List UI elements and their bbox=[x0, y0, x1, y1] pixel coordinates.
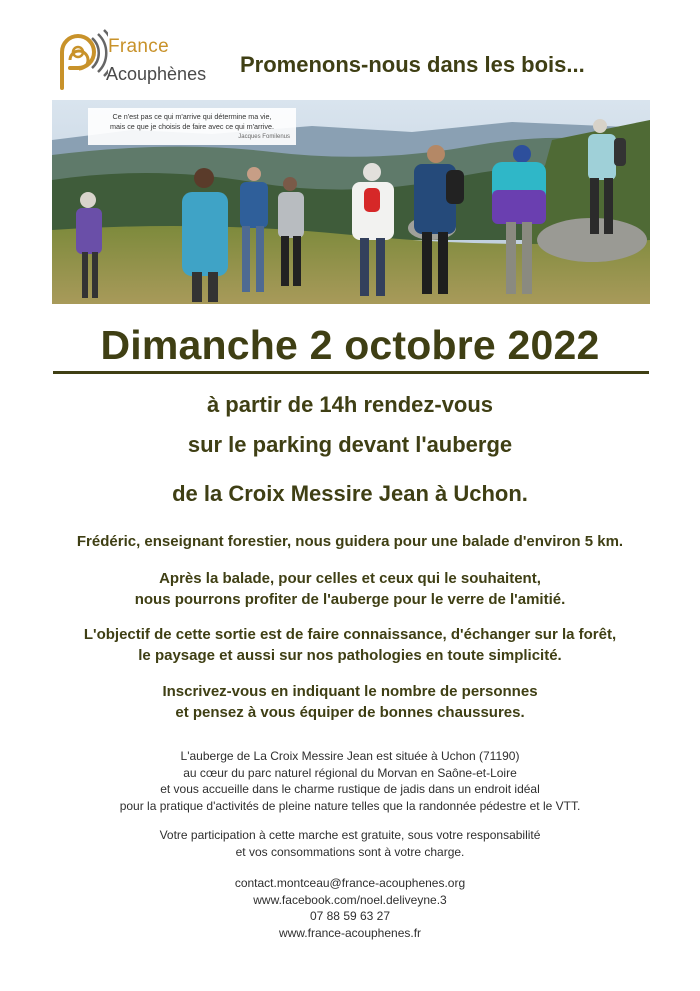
after-walk-paragraph bbox=[0, 568, 700, 610]
info-line: au cœur du parc naturel régional du Morvan en Saône-et-Loire bbox=[183, 765, 517, 780]
info-line: et vos consommations sont à votre charge. bbox=[235, 844, 465, 859]
contact-email[interactable]: contact.montceau@france-acouphenes.org bbox=[234, 876, 466, 890]
goal-paragraph bbox=[0, 624, 700, 666]
inn-description bbox=[0, 748, 700, 814]
quote-author: Jacques Fomilenus bbox=[238, 134, 290, 140]
contact-website[interactable]: www.france-acouphenes.fr bbox=[278, 925, 422, 940]
quote-line: mais ce que je choisis de faire avec ce qui m'arrive. bbox=[110, 122, 274, 131]
contact-facebook[interactable]: www.facebook.com/noel.deliveyne.3 bbox=[253, 892, 447, 907]
hikers-photo bbox=[52, 100, 650, 304]
inspirational-quote bbox=[88, 108, 296, 145]
registration-paragraph bbox=[0, 681, 700, 723]
page-headline: Promenons-nous dans les bois... bbox=[240, 52, 585, 77]
paragraph-line: Inscrivez-vous en indiquant le nombre de personnes bbox=[162, 683, 538, 700]
contact-phone: 07 88 59 63 27 bbox=[309, 909, 391, 923]
france-acouphenes-logo bbox=[48, 24, 208, 94]
event-date-title: Dimanche 2 octobre 2022 bbox=[100, 322, 600, 368]
info-line: pour la pratique d'activités de pleine nature telles que la randonnée pédestre et le VTT. bbox=[119, 798, 581, 813]
logo-text-acouphenes: Acouphènes bbox=[106, 64, 207, 84]
date-underline bbox=[53, 371, 649, 374]
logo-text-france: France bbox=[108, 36, 169, 57]
info-line: L'auberge de La Croix Messire Jean est située à Uchon (71190) bbox=[180, 749, 520, 763]
paragraph-line: nous pourrons profiter de l'auberge pour le verre de l'amitié. bbox=[134, 591, 566, 608]
paragraph-line: et pensez à vous équiper de bonnes chaussures. bbox=[175, 704, 525, 721]
info-line: Votre participation à cette marche est gratuite, sous votre responsabilité bbox=[159, 828, 541, 842]
event-meeting-point: sur le parking devant l'auberge bbox=[187, 432, 513, 457]
ear-spiral-logo-icon bbox=[48, 24, 108, 94]
paragraph-line: Après la balade, pour celles et ceux qui le souhaitent, bbox=[159, 570, 541, 587]
quote-line: Ce n'est pas ce qui m'arrive qui détermine ma vie, bbox=[112, 112, 272, 121]
guide-paragraph: Frédéric, enseignant forestier, nous guidera pour une balade d'environ 5 km. bbox=[76, 533, 624, 550]
paragraph-line: le paysage et aussi sur nos pathologies en toute simplicité. bbox=[138, 647, 562, 664]
header bbox=[0, 0, 700, 100]
cost-notice bbox=[0, 827, 700, 860]
event-time: à partir de 14h rendez-vous bbox=[206, 392, 494, 417]
contact-block bbox=[0, 875, 700, 941]
event-location: de la Croix Messire Jean à Uchon. bbox=[172, 481, 528, 506]
paragraph-line: L'objectif de cette sortie est de faire connaissance, d'échanger sur la forêt, bbox=[83, 626, 617, 643]
info-line: et vous accueille dans le charme rustique de jadis dans un endroit idéal bbox=[160, 782, 540, 796]
